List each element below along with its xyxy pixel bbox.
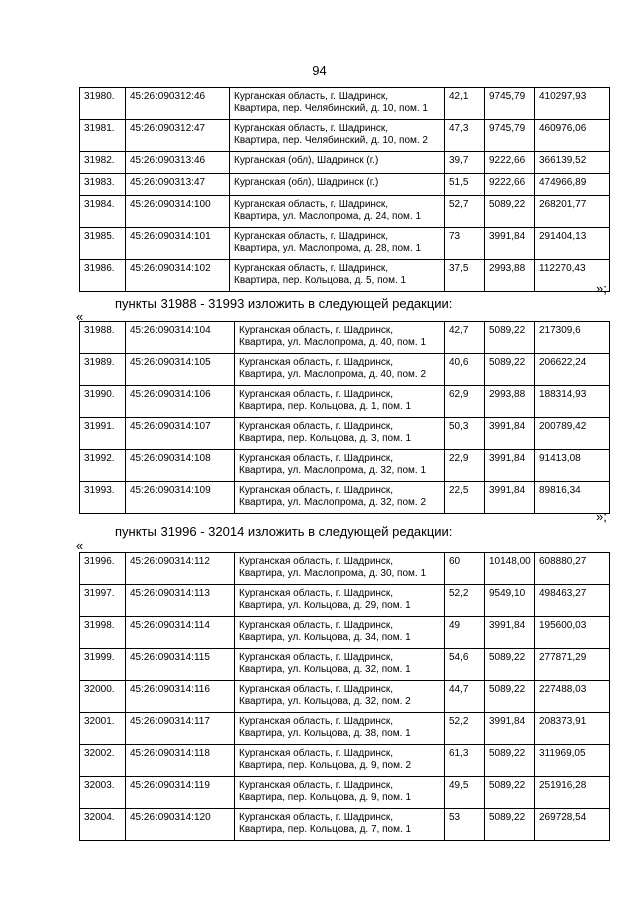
address	[235, 681, 445, 713]
area: 62,9	[445, 386, 485, 418]
unit-price: 3991,84	[485, 450, 535, 482]
row-number: 31991.	[80, 418, 126, 450]
table-row	[80, 553, 610, 585]
cadastral-number: 45:26:090314:115	[126, 649, 235, 681]
address-line-2: Квартира, пер. Челябинский, д. 10, пом. 2	[234, 135, 428, 146]
cadastral-number: 45:26:090314:105	[126, 354, 235, 386]
unit-price: 5089,22	[485, 322, 535, 354]
address-line-2: Квартира, пер. Кольцова, д. 1, пом. 1	[239, 401, 412, 412]
table-row	[80, 482, 610, 514]
table-row	[80, 354, 610, 386]
cadastral-number: 45:26:090314:104	[126, 322, 235, 354]
address-line-2: Квартира, пер. Кольцова, д. 5, пом. 1	[234, 275, 407, 286]
table-row	[80, 228, 610, 260]
cadastral-value: 188314,93	[535, 386, 610, 418]
row-number: 31999.	[80, 649, 126, 681]
cadastral-number: 45:26:090312:47	[126, 120, 230, 152]
unit-price: 9745,79	[485, 120, 535, 152]
row-number: 32003.	[80, 777, 126, 809]
table-row	[80, 649, 610, 681]
table-row	[80, 450, 610, 482]
row-number: 31993.	[80, 482, 126, 514]
address-line-2: Квартира, пер. Кольцова, д. 7, пом. 1	[239, 824, 412, 835]
address	[235, 450, 445, 482]
cadastral-number: 45:26:090314:118	[126, 745, 235, 777]
address	[235, 482, 445, 514]
table-row	[80, 617, 610, 649]
address	[235, 617, 445, 649]
address	[230, 120, 445, 152]
address-line-1: Курганская область, г. Шадринск,	[234, 199, 389, 210]
address	[230, 88, 445, 120]
area: 61,3	[445, 745, 485, 777]
area: 51,5	[445, 174, 485, 196]
table-row	[80, 585, 610, 617]
cadastral-number: 45:26:090314:119	[126, 777, 235, 809]
address-line-2: Квартира, пер. Кольцова, д. 9, пом. 1	[239, 792, 412, 803]
section-heading: пункты 31988 - 31993 изложить в следующей редакции:	[115, 296, 453, 311]
area: 39,7	[445, 152, 485, 174]
cadastral-value: 410297,93	[535, 88, 610, 120]
area: 52,2	[445, 713, 485, 745]
address-line-2: Квартира, ул. Маслопрома, д. 32, пом. 2	[239, 497, 427, 508]
address-line-1: Курганская область, г. Шадринск,	[239, 684, 394, 695]
unit-price: 3991,84	[485, 713, 535, 745]
unit-price: 3991,84	[485, 418, 535, 450]
table-row	[80, 418, 610, 450]
cadastral-value: 268201,77	[535, 196, 610, 228]
cadastral-value: 608880,27	[535, 553, 610, 585]
cadastral-number: 45:26:090314:113	[126, 585, 235, 617]
property-table-1	[79, 87, 610, 292]
cadastral-value: 227488,03	[535, 681, 610, 713]
section-heading: пункты 31996 - 32014 изложить в следующей редакции:	[115, 524, 453, 539]
address-line-1: Курганская область, г. Шадринск,	[239, 421, 394, 432]
row-number: 31980.	[80, 88, 126, 120]
area: 73	[445, 228, 485, 260]
address-line-2: Квартира, ул. Кольцова, д. 32, пом. 1	[239, 664, 411, 675]
row-number: 31984.	[80, 196, 126, 228]
area: 49	[445, 617, 485, 649]
area: 52,2	[445, 585, 485, 617]
row-number: 31988.	[80, 322, 126, 354]
cadastral-value: 217309,6	[535, 322, 610, 354]
table-row	[80, 174, 610, 196]
address-line-1: Курганская область, г. Шадринск,	[239, 716, 394, 727]
address-line-2: Квартира, ул. Кольцова, д. 29, пом. 1	[239, 600, 411, 611]
table-row	[80, 260, 610, 292]
cadastral-value: 89816,34	[535, 482, 610, 514]
cadastral-number: 45:26:090313:47	[126, 174, 230, 196]
row-number: 31983.	[80, 174, 126, 196]
row-number: 32000.	[80, 681, 126, 713]
table-row	[80, 88, 610, 120]
unit-price: 3991,84	[485, 617, 535, 649]
address-line-1: Курганская область, г. Шадринск,	[239, 812, 394, 823]
row-number: 31998.	[80, 617, 126, 649]
address	[235, 777, 445, 809]
row-number: 31982.	[80, 152, 126, 174]
page-number: 94	[312, 63, 327, 78]
address-line-2: Квартира, ул. Маслопрома, д. 40, пом. 2	[239, 369, 427, 380]
address	[235, 745, 445, 777]
cadastral-number: 45:26:090314:114	[126, 617, 235, 649]
cadastral-value: 366139,52	[535, 152, 610, 174]
address-line-1: Курганская область, г. Шадринск,	[239, 556, 394, 567]
cadastral-value: 460976,06	[535, 120, 610, 152]
row-number: 31986.	[80, 260, 126, 292]
unit-price: 9222,66	[485, 174, 535, 196]
cadastral-number: 45:26:090314:109	[126, 482, 235, 514]
area: 47,3	[445, 120, 485, 152]
address-line-1: Курганская область, г. Шадринск,	[239, 652, 394, 663]
unit-price: 3991,84	[485, 228, 535, 260]
cadastral-number: 45:26:090314:107	[126, 418, 235, 450]
cadastral-value: 251916,28	[535, 777, 610, 809]
address-line-2: Квартира, пер. Кольцова, д. 9, пом. 2	[239, 760, 412, 771]
address-line-1: Курганская область, г. Шадринск,	[239, 325, 394, 336]
address-line-1: Курганская область, г. Шадринск,	[239, 780, 394, 791]
cadastral-number: 45:26:090314:117	[126, 713, 235, 745]
address-line-2: Квартира, ул. Маслопрома, д. 32, пом. 1	[239, 465, 427, 476]
address-line-2: Квартира, ул. Кольцова, д. 32, пом. 2	[239, 696, 411, 707]
area: 54,6	[445, 649, 485, 681]
address-line-1: Курганская область, г. Шадринск,	[234, 91, 389, 102]
table-row	[80, 713, 610, 745]
address	[230, 152, 445, 174]
address-line-2: Квартира, ул. Кольцова, д. 34, пом. 1	[239, 632, 411, 643]
unit-price: 2993,88	[485, 260, 535, 292]
unit-price: 2993,88	[485, 386, 535, 418]
cadastral-value: 498463,27	[535, 585, 610, 617]
address-line-1: Курганская область, г. Шадринск,	[239, 748, 394, 759]
area: 42,1	[445, 88, 485, 120]
address-line-1: Курганская область, г. Шадринск,	[239, 485, 394, 496]
unit-price: 5089,22	[485, 777, 535, 809]
address-line-1: Курганская область, г. Шадринск,	[239, 588, 394, 599]
address-line-1: Курганская область, г. Шадринск,	[239, 453, 394, 464]
cadastral-number: 45:26:090314:112	[126, 553, 235, 585]
address	[235, 585, 445, 617]
area: 22,5	[445, 482, 485, 514]
cadastral-value: 208373,91	[535, 713, 610, 745]
opening-quote: «	[76, 538, 84, 553]
cadastral-value: 474966,89	[535, 174, 610, 196]
table-row	[80, 386, 610, 418]
cadastral-value: 269728,54	[535, 809, 610, 841]
address	[230, 174, 445, 196]
unit-price: 5089,22	[485, 354, 535, 386]
row-number: 32002.	[80, 745, 126, 777]
unit-price: 9549,10	[485, 585, 535, 617]
table-row	[80, 745, 610, 777]
table-row	[80, 152, 610, 174]
row-number: 31997.	[80, 585, 126, 617]
address	[235, 354, 445, 386]
property-table-3	[79, 552, 610, 841]
address-line-2: Квартира, ул. Маслопрома, д. 24, пом. 1	[234, 211, 422, 222]
address-line-2: Квартира, пер. Кольцова, д. 3, пом. 1	[239, 433, 412, 444]
address	[235, 649, 445, 681]
area: 52,7	[445, 196, 485, 228]
unit-price: 10148,00	[485, 553, 535, 585]
area: 37,5	[445, 260, 485, 292]
address-line-1: Курганская область, г. Шадринск,	[239, 389, 394, 400]
address-line-1: Курганская область, г. Шадринск,	[234, 231, 389, 242]
row-number: 32004.	[80, 809, 126, 841]
cadastral-value: 200789,42	[535, 418, 610, 450]
property-table-2	[79, 321, 610, 514]
cadastral-number: 45:26:090314:101	[126, 228, 230, 260]
unit-price: 5089,22	[485, 745, 535, 777]
cadastral-value: 91413,08	[535, 450, 610, 482]
unit-price: 3991,84	[485, 482, 535, 514]
area: 53	[445, 809, 485, 841]
address-line-2: Квартира, ул. Маслопрома, д. 30, пом. 1	[239, 568, 427, 579]
unit-price: 5089,22	[485, 649, 535, 681]
row-number: 31990.	[80, 386, 126, 418]
cadastral-number: 45:26:090314:102	[126, 260, 230, 292]
row-number: 32001.	[80, 713, 126, 745]
row-number: 31992.	[80, 450, 126, 482]
cadastral-value: 112270,43	[535, 260, 610, 292]
area: 49,5	[445, 777, 485, 809]
cadastral-value: 277871,29	[535, 649, 610, 681]
address	[235, 553, 445, 585]
area: 42,7	[445, 322, 485, 354]
unit-price: 9222,66	[485, 152, 535, 174]
cadastral-value: 195600,03	[535, 617, 610, 649]
address-line-1: Курганская область, г. Шадринск,	[239, 357, 394, 368]
address	[230, 228, 445, 260]
address	[235, 713, 445, 745]
address	[235, 322, 445, 354]
address-line-2: Квартира, ул. Маслопрома, д. 40, пом. 1	[239, 337, 427, 348]
address	[235, 809, 445, 841]
address-line-1: Курганская область, г. Шадринск,	[234, 123, 389, 134]
row-number: 31996.	[80, 553, 126, 585]
address-line-2: Квартира, ул. Маслопрома, д. 28, пом. 1	[234, 243, 422, 254]
row-number: 31985.	[80, 228, 126, 260]
cadastral-number: 45:26:090312:46	[126, 88, 230, 120]
area: 50,3	[445, 418, 485, 450]
address-line-1: Курганская область, г. Шадринск,	[239, 620, 394, 631]
table-row	[80, 809, 610, 841]
cadastral-value: 311969,05	[535, 745, 610, 777]
cadastral-number: 45:26:090314:106	[126, 386, 235, 418]
table-row	[80, 777, 610, 809]
opening-quote: «	[76, 309, 84, 324]
address-line-1: Курганская область, г. Шадринск,	[234, 263, 389, 274]
table-row	[80, 322, 610, 354]
area: 22,9	[445, 450, 485, 482]
area: 60	[445, 553, 485, 585]
area: 44,7	[445, 681, 485, 713]
cadastral-number: 45:26:090314:120	[126, 809, 235, 841]
address	[235, 386, 445, 418]
unit-price: 5089,22	[485, 196, 535, 228]
address	[230, 260, 445, 292]
row-number: 31981.	[80, 120, 126, 152]
table-row	[80, 681, 610, 713]
closing-quote: »;	[596, 281, 607, 296]
address-line-2: Квартира, ул. Кольцова, д. 38, пом. 1	[239, 728, 411, 739]
cadastral-number: 45:26:090313:46	[126, 152, 230, 174]
unit-price: 5089,22	[485, 681, 535, 713]
unit-price: 9745,79	[485, 88, 535, 120]
address-line-1: Курганская (обл), Шадринск (г.)	[234, 155, 379, 166]
cadastral-number: 45:26:090314:108	[126, 450, 235, 482]
cadastral-number: 45:26:090314:100	[126, 196, 230, 228]
address	[230, 196, 445, 228]
closing-quote: »;	[596, 509, 607, 524]
area: 40,6	[445, 354, 485, 386]
cadastral-number: 45:26:090314:116	[126, 681, 235, 713]
row-number: 31989.	[80, 354, 126, 386]
unit-price: 5089,22	[485, 809, 535, 841]
table-row	[80, 196, 610, 228]
table-row	[80, 120, 610, 152]
address	[235, 418, 445, 450]
address-line-1: Курганская (обл), Шадринск (г.)	[234, 177, 379, 188]
cadastral-value: 206622,24	[535, 354, 610, 386]
cadastral-value: 291404,13	[535, 228, 610, 260]
address-line-2: Квартира, пер. Челябинский, д. 10, пом. 1	[234, 103, 428, 114]
